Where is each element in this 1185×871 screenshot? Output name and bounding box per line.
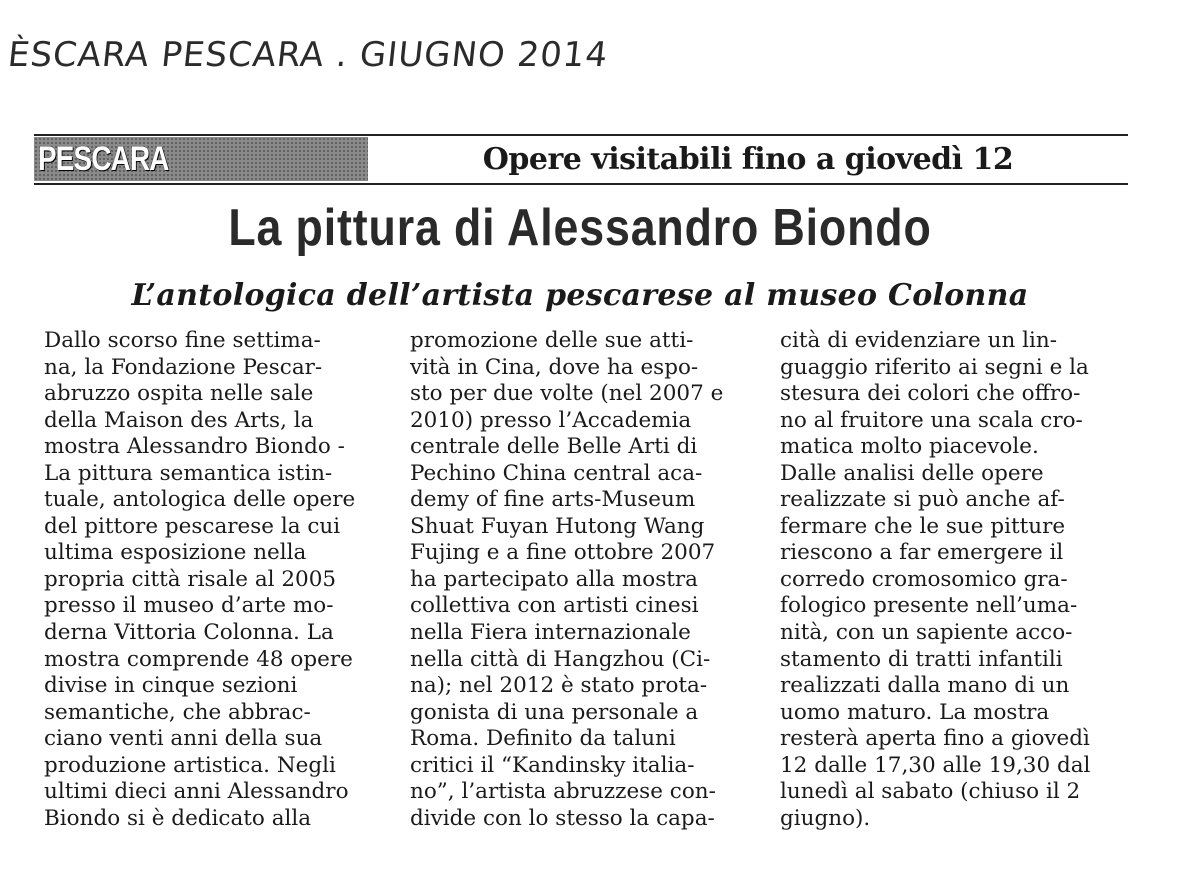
handwritten-annotation: ÈSCARA PESCARA . GIUGNO 2014 <box>5 35 611 75</box>
section-label: PESCARA <box>38 140 169 178</box>
body-line: ciano venti anni della sua <box>44 726 323 752</box>
body-line: della Maison des Arts, la <box>44 407 314 433</box>
body-line: resterà aperta fino a giovedì <box>780 726 1090 752</box>
body-line: Dalle analisi delle opere <box>780 460 1044 486</box>
body-line: nella Fiera internazionale <box>410 620 691 646</box>
body-line: propria città risale al 2005 <box>44 566 337 592</box>
body-line: collettiva con artisti cinesi <box>410 593 699 619</box>
body-line: stamento di tratti infantili <box>780 646 1063 672</box>
body-line: critici il “Kandinsky italia- <box>410 752 695 778</box>
body-line: divide con lo stesso la capa- <box>410 805 715 831</box>
body-column-2 <box>410 328 723 832</box>
body-line: semantiche, che abbrac- <box>44 699 311 725</box>
body-line: gonista di una personale a <box>410 699 699 725</box>
article-headline: La pittura di Alessandro Biondo <box>228 199 932 257</box>
body-line: na, la Fondazione Pescar- <box>44 354 323 380</box>
body-line: tuale, antologica delle opere <box>44 487 356 513</box>
body-line: cità di evidenziare un lin- <box>780 328 1058 353</box>
body-column-1 <box>44 328 355 832</box>
body-line: 2010) presso l’Accademia <box>410 407 692 433</box>
body-line: no al fruitore una scala cro- <box>780 407 1083 433</box>
body-line: abruzzo ospita nelle sale <box>44 381 314 407</box>
body-line: Roma. Definito da taluni <box>410 726 676 752</box>
body-line: na); nel 2012 è stato prota- <box>410 673 708 699</box>
header-top-rule <box>34 134 1128 136</box>
body-line: promozione delle sue atti- <box>410 328 694 353</box>
body-line: matica molto piacevole. <box>780 434 1039 460</box>
body-line: fermare che le sue pitture <box>780 513 1066 539</box>
body-line: divise in cinque sezioni <box>44 673 298 699</box>
body-line: presso il museo d’arte mo- <box>44 593 334 619</box>
article-subheadline: L’antologica dell’artista pescarese al museo Colonna <box>131 278 1029 313</box>
body-line: corredo cromosomico gra- <box>780 566 1068 592</box>
body-line: ultimi dieci anni Alessandro <box>44 779 349 805</box>
body-line: produzione artistica. Negli <box>44 752 336 778</box>
body-column-3 <box>780 328 1090 832</box>
body-line: lunedì al sabato (chiuso il 2 <box>780 779 1081 805</box>
body-line: del pittore pescarese la cui <box>44 513 341 539</box>
body-line: derna Vittoria Colonna. La <box>44 620 334 646</box>
body-line: guaggio riferito ai segni e la <box>780 354 1089 380</box>
body-line: ha partecipato alla mostra <box>410 566 698 592</box>
body-line: ultima esposizione nella <box>44 540 307 566</box>
article-kicker: Opere visitabili fino a giovedì 12 <box>482 142 1014 177</box>
body-line: sto per due volte (nel 2007 e <box>410 381 724 407</box>
body-line: La pittura semantica istin- <box>44 460 333 486</box>
body-line: mostra Alessandro Biondo - <box>44 434 345 460</box>
body-line: Shuat Fuyan Hutong Wang <box>410 513 705 539</box>
body-line: nità, con un sapiente acco- <box>780 620 1073 646</box>
body-line: giugno). <box>780 805 871 831</box>
body-line: centrale delle Belle Arti di <box>410 434 698 460</box>
body-line: Pechino China central aca- <box>410 460 703 486</box>
body-line: realizzati dalla mano di un <box>780 673 1070 699</box>
body-line: nella città di Hangzhou (Ci- <box>410 646 711 672</box>
header-bottom-rule <box>34 183 1128 185</box>
body-line: no”, l’artista abruzzese con- <box>410 779 716 805</box>
body-line: fologico presente nell’uma- <box>780 593 1078 619</box>
body-line: Dallo scorso fine settima- <box>44 328 321 353</box>
body-line: uomo maturo. La mostra <box>780 699 1050 725</box>
body-line: mostra comprende 48 opere <box>44 646 353 672</box>
body-line: stesura dei colori che offro- <box>780 381 1081 407</box>
body-line: realizzate si può anche af- <box>780 487 1065 513</box>
body-line: Biondo si è dedicato alla <box>44 805 312 831</box>
body-line: riescono a far emergere il <box>780 540 1064 566</box>
body-line: 12 dalle 17,30 alle 19,30 dal <box>780 752 1091 778</box>
body-line: vità in Cina, dove ha espo- <box>410 354 699 380</box>
body-line: Fujing e a fine ottobre 2007 <box>410 540 716 566</box>
body-line: demy of fine arts-Museum <box>410 487 696 513</box>
